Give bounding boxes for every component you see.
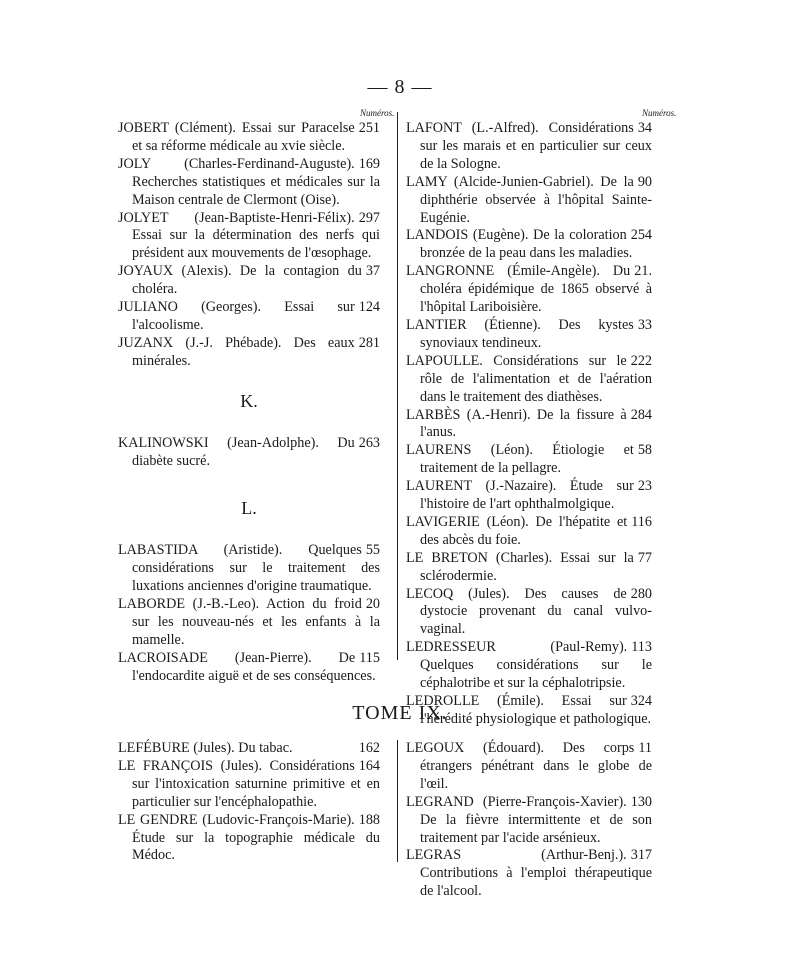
index-entry [406,120,652,174]
entry-text: LAFONT (L.-Alfred). Considérations sur les marais et en particulier sur ceux de la Sologne. [406,120,652,172]
entry-number: 251 [358,120,380,136]
entry-number: 254 [630,227,652,244]
entry-text: LANDOIS (Eugène). De la coloration bronzée de la peau dans les maladies. [406,227,633,262]
entry-text: LEDROLLE (Émile). Essai sur l'hérédité physiologique et pathologique. [406,693,652,727]
entry-text: LAURENT (J.-Nazaire). Étude sur l'histoire de l'art ophthalmolgique. [406,478,634,513]
entry-text: LACROISADE (Jean-Pierre). De l'endocardite aiguë et de ses conséquences. [118,649,376,684]
entry-list-tome-right [406,740,652,901]
column-divider-bottom [397,740,398,862]
index-entry [406,586,652,640]
entry-number: 317 [630,847,652,864]
entry-number: 116 [631,513,652,530]
column-heading-left: Numéros. [360,108,395,118]
tome-left-column [118,740,380,865]
entry-number: 169 [358,155,380,172]
entry-text: JULIANO (Georges). Essai sur l'alcoolisme. [118,299,355,333]
entry-text: LAPOULLE. Considérations sur le rôle de l'alimentation et de l'aération dans le traitement des diathèses. [406,352,652,405]
entry-number: 124 [358,299,380,316]
index-entry [406,263,652,317]
entry-number: 324 [630,693,652,709]
right-column [406,120,652,729]
entry-text: LEGRAND (Pierre-François-Xavier). De la fièvre intermittente et de son traitement par l'acide arsénieux. [406,793,652,846]
index-entry [406,353,652,407]
entry-number: 130 [630,793,652,810]
index-entry [118,596,380,650]
entry-text: LANGRONNE (Émile-Angèle). Du choléra épidémique de 1865 observé à l'hôpital Lariboisière. [406,263,652,316]
section-letter-k: K. [240,390,258,411]
entry-text: LARBÈS (A.-Henri). De la fissure à l'anus. [406,406,627,441]
index-entry [406,514,652,550]
entry-number: 162 [358,740,380,756]
index-entry [118,263,380,299]
index-entry [406,639,652,693]
entry-number: 188 [358,811,380,828]
index-entry [118,435,380,471]
entry-number: 115 [359,649,380,666]
entry-number: 113 [631,639,652,656]
index-entry [406,317,652,353]
index-entry [406,227,652,263]
index-entry [118,120,380,156]
tome-right-column [406,740,652,901]
entry-list-right [406,120,652,729]
entry-list-j [118,120,380,371]
entry-number: 284 [630,406,652,423]
entry-number: 34 [637,120,652,136]
entry-text: KALINOWSKI (Jean-Adolphe). Du diabète sucré. [118,434,355,469]
index-entry [118,650,380,686]
index-entry [406,174,652,228]
entry-number: 77 [637,549,652,566]
index-entry [118,156,380,210]
index-entry [118,299,380,335]
entry-text: LECOQ (Jules). Des causes de dystocie provenant du canal vulvo-vaginal. [406,585,652,638]
entry-text: JOLY (Charles-Ferdinand-Auguste). Recherches statistiques et médicales sur la Maison centrale de Clermont (Oise). [118,155,380,208]
entry-text: LE GENDRE (Ludovic-François-Marie). Étude sur la topographie médicale du Médoc. [118,811,380,864]
index-entry [406,847,652,901]
entry-text: LE BRETON (Charles). Essai sur la sclérodermie. [406,549,634,584]
page-number: — 8 — [367,76,433,98]
entry-text: LEGRAS (Arthur-Benj.). Contributions à l'emploi thérapeutique de l'alcool. [406,847,652,900]
entry-text: LANTIER (Étienne). Des kystes synoviaux tendineux. [406,316,634,351]
entry-number: 20 [365,596,380,613]
entry-list-k [118,435,380,471]
entry-number: 297 [358,209,380,226]
entry-text: JUZANX (J.-J. Phébade). Des eaux minérales. [118,334,355,369]
index-entry [406,407,652,443]
entry-number: 11 [638,740,652,756]
column-divider-top [397,112,398,660]
entry-number: 37 [365,263,380,280]
entry-text: LAURENS (Léon). Étiologie et traitement de la pellagre. [406,442,634,477]
entry-number: 90 [637,173,652,190]
index-entry [118,542,380,596]
entry-text: LABASTIDA (Aristide). Quelques considérations sur le traitement des luxations anciennes d'origine traumatique. [118,542,380,595]
entry-number: 280 [630,585,652,602]
entry-text: LABORDE (J.-B.-Leo). Action du froid sur les nouveau-nés et les enfants à la mamelle. [118,596,380,648]
entry-text: LEFÉBURE (Jules). Du tabac. [118,740,293,756]
entry-text: LAMY (Alcide-Junien-Gabriel). De la diphthérie observée à l'hôpital Sainte-Eugénie. [406,173,652,226]
index-entry [406,740,652,794]
entry-number: 23 [637,478,652,495]
entry-number: 222 [630,352,652,369]
index-entry [118,758,380,812]
entry-number: 33 [637,316,652,333]
index-entry [118,812,380,866]
entry-text: JOYAUX (Alexis). De la contagion du choléra. [118,263,362,298]
entry-number: 263 [358,434,380,451]
index-entry [406,442,652,478]
index-entry [406,794,652,848]
entry-number: 55 [365,542,380,559]
entry-text: LE FRANÇOIS (Jules). Considérations sur l'intoxication saturnine primitive et en particulier sur l'encéphalopathie. [118,757,380,810]
entry-number: 164 [358,757,380,774]
index-entry [118,335,380,371]
entry-number: 281 [358,334,380,351]
index-entry [406,478,652,514]
section-letter-l: L. [241,498,257,519]
entry-list-l [118,542,380,685]
index-entry [118,740,380,758]
entry-text: LAVIGERIE (Léon). De l'hépatite et des abcès du foie. [406,513,628,548]
entry-text: JOBERT (Clément). Essai sur Paracelse et sa réforme médicale au xvie siècle. [118,120,355,154]
index-entry [406,550,652,586]
entry-number: 21. [634,263,652,280]
index-entry [118,210,380,264]
entry-text: LEGOUX (Édouard). Des corps étrangers pénétrant dans le globe de l'œil. [406,740,652,792]
entry-list-tome-left [118,740,380,865]
left-column [118,120,380,686]
tome-heading: TOME IX. [352,702,448,724]
entry-number: 58 [637,442,652,459]
column-heading-right: Numéros. [642,108,677,118]
entry-text: JOLYET (Jean-Baptiste-Henri-Félix). Essai sur la détermination des nerfs qui président aux mouvements de l'œsophage. [118,209,380,262]
entry-text: LEDRESSEUR (Paul-Remy). Quelques considérations sur le céphalotribe et sur la céphalotripsie. [406,639,652,692]
